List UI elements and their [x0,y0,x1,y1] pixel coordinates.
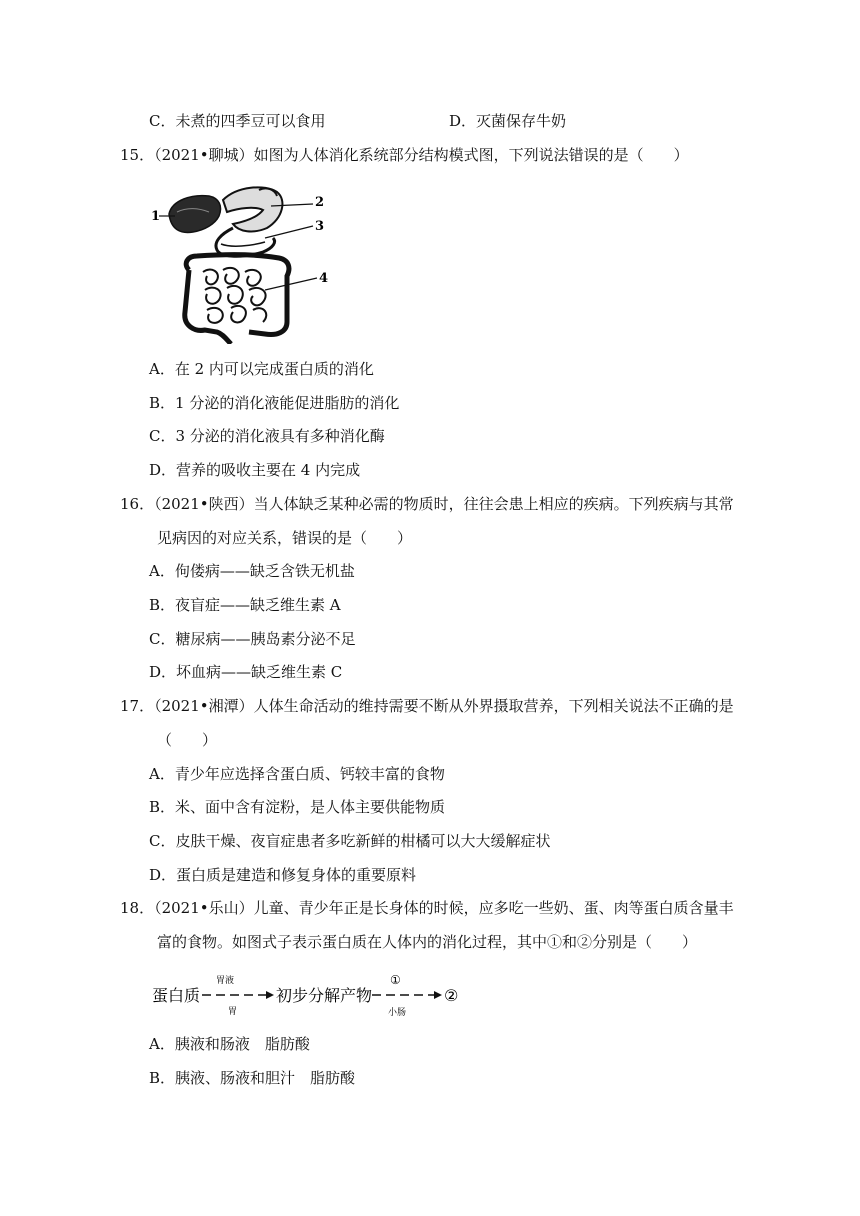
q15-option-a: A．在 2 内可以完成蛋白质的消化 [149,360,374,378]
q18-option-a: A．胰液和肠液 脂肪酸 [149,1035,310,1053]
stomach-shape [223,187,282,231]
q14-option-d: D．灭菌保存牛奶 [449,112,567,130]
figure-label-3: 3 [315,219,325,234]
q16-option-b: B．夜盲症——缺乏维生素 A [149,596,341,614]
small-intestine-coils [203,268,266,323]
q16-option-d: D．坏血病——缺乏维生素 C [149,663,343,681]
q18-option-b: B．胰液、肠液和胆汁 脂肪酸 [149,1069,356,1087]
q17-stem-line1: 17．（2021•湘潭）人体生命活动的维持需要不断从外界摄取营养，下列相关说法不正确的是 [120,697,734,715]
flow-end-text: ② [444,986,459,1005]
q14-option-c: C．未煮的四季豆可以食用 [149,112,326,130]
q17-option-a: A．青少年应选择含蛋白质、钙较丰富的食物 [149,765,445,783]
liver-shape [169,196,221,233]
q17-stem-line2: （ ） [157,731,218,749]
figure-label-4: 4 [319,271,329,286]
flow-start-text: 蛋白质 [152,986,201,1005]
figure-label-1: 1 [151,209,161,224]
q16-option-c: C．糖尿病——胰岛素分泌不足 [149,630,356,648]
q18-stem-line2: 富的食物。如图式子表示蛋白质在人体内的消化过程，其中①和②分别是（ ） [157,933,698,951]
flow-below1-text: 胃 [228,1007,238,1017]
flow-middle-text: 初步分解产物 [276,986,373,1005]
q16-stem-line1: 16．（2021•陕西）当人体缺乏某种必需的物质时，往往会患上相应的疾病。下列疾病与其常 [120,495,734,513]
flow-below2-text: 小肠 [388,1008,407,1018]
figure-label-2: 2 [315,195,325,210]
q15-stem: 15．（2021•聊城）如图为人体消化系统部分结构模式图，下列说法错误的是（ ） [120,146,689,164]
protein-digestion-flow-figure [150,970,470,1020]
flow-above1-text: 胃液 [216,976,235,986]
q15-option-b: B．1 分泌的消化液能促进脂肪的消化 [149,394,400,412]
q15-option-d: D．营养的吸收主要在 4 内完成 [149,461,361,479]
q17-option-c: C．皮肤干燥、夜盲症患者多吃新鲜的柑橘可以大大缓解症状 [149,832,551,850]
q17-option-b: B．米、面中含有淀粉，是人体主要供能物质 [149,798,446,816]
q16-stem-line2: 见病因的对应关系，错误的是（ ） [157,529,413,547]
q17-option-d: D．蛋白质是建造和修复身体的重要原料 [149,866,417,884]
flow-above2-text: ① [390,973,401,987]
q15-option-c: C．3 分泌的消化液具有多种消化酶 [149,427,385,445]
q16-option-a: A．佝偻病——缺乏含铁无机盐 [149,562,355,580]
digestive-system-figure [147,172,347,344]
q18-stem-line1: 18．（2021•乐山）儿童、青少年正是长身体的时候，应多吃一些奶、蛋、肉等蛋白质含量丰 [120,899,734,917]
